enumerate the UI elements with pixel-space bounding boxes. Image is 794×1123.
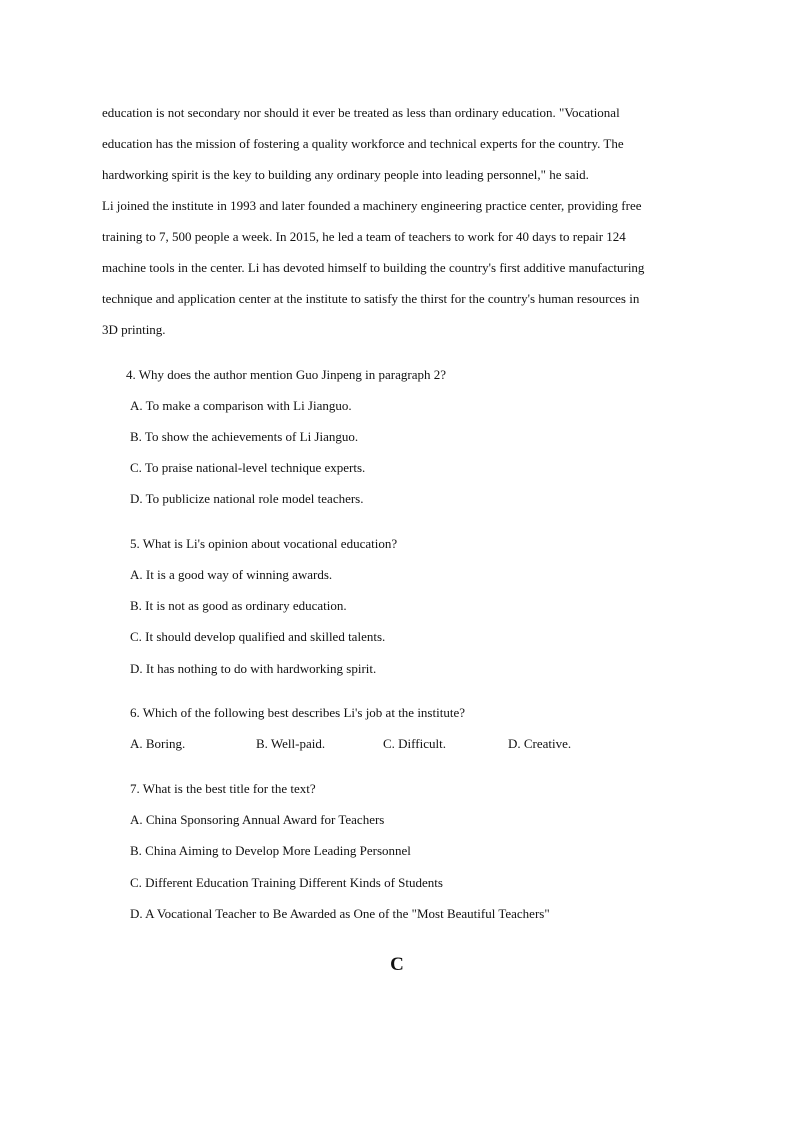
passage-line: Li joined the institute in 1993 and later founded a machinery engineering practice center, providing free (102, 198, 642, 213)
option-d: D. Creative. (508, 736, 572, 751)
passage-line: education is not secondary nor should it ever be treated as less than ordinary education. "Vocational (102, 105, 620, 120)
section-heading: C (390, 954, 404, 975)
question-stem: 6. Which of the following best describes Li's job at the institute? (130, 705, 465, 720)
passage-paragraph-1 (102, 97, 702, 190)
passage-paragraph-2 (102, 190, 702, 345)
option-b: B. To show the achievements of Li Jianguo. (130, 429, 359, 444)
passage-line: education has the mission of fostering a quality workforce and technical experts for the country. The (102, 136, 624, 151)
question-stem: 4. Why does the author mention Guo Jinpeng in paragraph 2? (126, 367, 446, 382)
passage-line: hardworking spirit is the key to building any ordinary people into leading personnel," he said. (102, 167, 589, 182)
option-c: C. Difficult. (383, 736, 446, 751)
option-a: A. To make a comparison with Li Jianguo. (130, 398, 352, 413)
passage-line: training to 7, 500 people a week. In 2015, he led a team of teachers to work for 40 days to repair 124 (102, 229, 626, 244)
option-c: C. It should develop qualified and skilled talents. (130, 629, 386, 644)
passage-line: 3D printing. (102, 322, 166, 337)
passage-line: technique and application center at the institute to satisfy the thirst for the country's human resources in (102, 291, 640, 306)
option-c: C. To praise national-level technique experts. (130, 460, 366, 475)
question-stem: 5. What is Li's opinion about vocational education? (130, 536, 398, 551)
option-a: A. China Sponsoring Annual Award for Teachers (130, 812, 385, 827)
option-b: B. Well-paid. (256, 736, 326, 751)
option-b: B. It is not as good as ordinary education. (130, 598, 347, 613)
question-stem: 7. What is the best title for the text? (130, 781, 316, 796)
option-d: D. To publicize national role model teachers. (130, 491, 364, 506)
option-b: B. China Aiming to Develop More Leading Personnel (130, 843, 411, 858)
option-a: A. It is a good way of winning awards. (130, 567, 333, 582)
option-a: A. Boring. (130, 736, 186, 751)
option-d: D. A Vocational Teacher to Be Awarded as One of the "Most Beautiful Teachers" (130, 906, 550, 921)
passage-line: machine tools in the center. Li has devoted himself to building the country's first additive manufacturing (102, 260, 645, 275)
option-d: D. It has nothing to do with hardworking spirit. (130, 661, 377, 676)
option-c: C. Different Education Training Different Kinds of Students (130, 875, 443, 890)
